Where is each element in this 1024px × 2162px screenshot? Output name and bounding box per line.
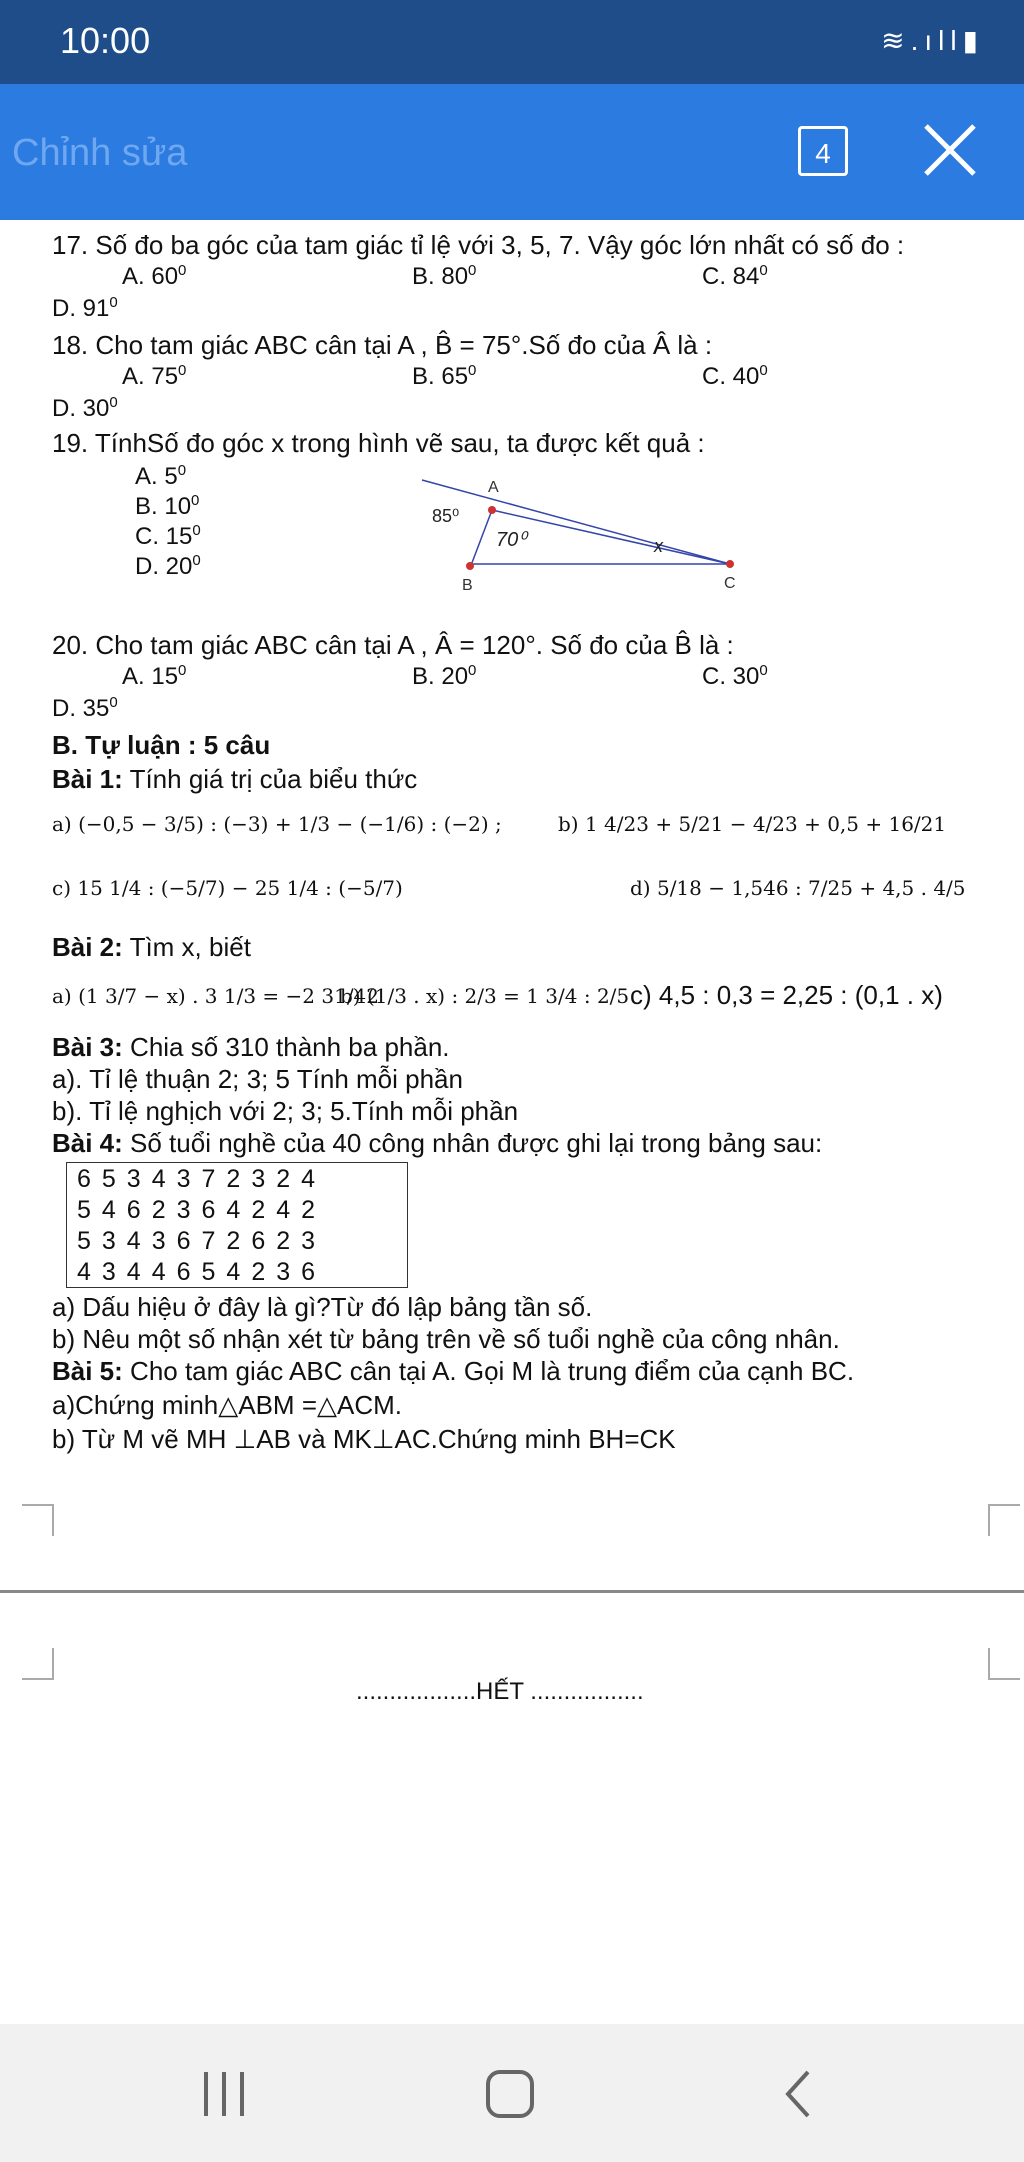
q20-a: A. $15^0$ bbox=[122, 662, 187, 690]
page-corner bbox=[988, 1648, 1020, 1680]
table-row: 5462364242 bbox=[77, 1196, 327, 1224]
q19-a: A. $5^0$ bbox=[135, 462, 187, 490]
triangle-figure bbox=[410, 470, 750, 610]
page-corner bbox=[22, 1648, 54, 1680]
bai1-d: d) 5/18 − 1,546 : 7/25 + 4,5 . 4/5 bbox=[630, 876, 966, 900]
bai1-c: c) 15 1/4 : (−5/7) − 25 1/4 : (−5/7) bbox=[52, 876, 403, 900]
q17-b: B. $80^0$ bbox=[412, 262, 477, 290]
close-icon[interactable] bbox=[920, 120, 980, 180]
page-count-badge[interactable]: 4 bbox=[798, 126, 848, 176]
q20-c: C. $30^0$ bbox=[702, 662, 768, 690]
page-separator bbox=[0, 1590, 1024, 1593]
point-c bbox=[726, 560, 734, 568]
bai3-a: a). Tỉ lệ thuận 2; 3; 5 Tính mỗi phần bbox=[52, 1064, 463, 1094]
battery-icon: ▮ bbox=[962, 25, 984, 56]
bai4-heading: Bài 4: Số tuổi nghề của 40 công nhân được ghi lại trong bảng sau: bbox=[52, 1128, 823, 1158]
home-icon[interactable] bbox=[484, 2068, 538, 2120]
q18-b: B. $65^0$ bbox=[412, 362, 477, 390]
bai3-b: b). Tỉ lệ nghịch với 2; 3; 5.Tính mỗi phần bbox=[52, 1096, 519, 1126]
table-row: 6534372324 bbox=[77, 1165, 327, 1193]
q17-c: C. $84^0$ bbox=[702, 262, 768, 290]
bai1-b: b) 1 4/23 + 5/21 − 4/23 + 0,5 + 16/21 bbox=[558, 812, 947, 836]
recent-apps-icon[interactable] bbox=[200, 2070, 250, 2118]
wifi-icon: ≋ bbox=[881, 25, 911, 56]
end-marker: ..................HẾT ................. bbox=[356, 1678, 644, 1705]
label-a: A bbox=[488, 479, 499, 496]
q19-d: D. $20^0$ bbox=[135, 552, 201, 580]
bai2-a: a) (1 3/7 − x) . 3 1/3 = −2 31/42 bbox=[52, 984, 380, 1008]
bai5-heading: Bài 5: Cho tam giác ABC cân tại A. Gọi M là trung điểm của cạnh BC. bbox=[52, 1356, 855, 1386]
label-b: B bbox=[462, 577, 473, 594]
status-icons bbox=[881, 24, 984, 57]
bai2-c: c) 4,5 : 0,3 = 2,25 : (0,1 . x) bbox=[630, 980, 943, 1010]
edit-title[interactable]: Chỉnh sửa bbox=[12, 132, 188, 174]
bai5-a: a)Chứng minh△ABM =△ACM. bbox=[52, 1390, 402, 1420]
point-b bbox=[466, 562, 474, 570]
page-corner bbox=[988, 1504, 1020, 1536]
bai4-b: b) Nêu một số nhận xét từ bảng trên về số tuổi nghề của công nhân. bbox=[52, 1324, 840, 1354]
angle-70: 70⁰ bbox=[496, 529, 527, 551]
table-row: 4344654236 bbox=[77, 1258, 327, 1286]
q20-b: B. $20^0$ bbox=[412, 662, 477, 690]
q19-text: 19. TínhSố đo góc x trong hình vẽ sau, ta được kết quả : bbox=[52, 428, 705, 458]
label-c: C bbox=[724, 575, 736, 592]
bai5-b: b) Từ M vẽ MH ⊥AB và MK⊥AC.Chứng minh BH=CK bbox=[52, 1424, 676, 1454]
q18-c: C. $40^0$ bbox=[702, 362, 768, 390]
page-corner bbox=[22, 1504, 54, 1536]
angle-85: 85⁰ bbox=[432, 506, 460, 526]
part-b-title: B. Tự luận : 5 câu bbox=[52, 730, 271, 760]
app-bar bbox=[0, 84, 1024, 220]
bai1-heading: Bài 1: Tính giá trị của biểu thức bbox=[52, 764, 418, 794]
bai1-a: a) (−0,5 − 3/5) : (−3) + 1/3 − (−1/6) : (−2) ; bbox=[52, 812, 502, 836]
q19-b: B. $10^0$ bbox=[135, 492, 200, 520]
q17-text: 17. Số đo ba góc của tam giác tỉ lệ với 3, 5, 7. Vậy góc lớn nhất có số đo : bbox=[52, 230, 905, 260]
data-table bbox=[66, 1162, 408, 1288]
q19-c: C. $15^0$ bbox=[135, 522, 201, 550]
q17-d: D. $91^0$ bbox=[52, 294, 118, 322]
q20-text: 20. Cho tam giác ABC cân tại A , Â = 120°. Số đo của B̂ là : bbox=[52, 630, 734, 660]
q18-d: D. $30^0$ bbox=[52, 394, 118, 422]
status-bar bbox=[0, 0, 1024, 84]
q20-d: D. $35^0$ bbox=[52, 694, 118, 722]
table-row: 5343672623 bbox=[77, 1227, 327, 1255]
angle-x: x bbox=[654, 536, 663, 556]
back-icon[interactable] bbox=[780, 2068, 814, 2120]
bai4-a: a) Dấu hiệu ở đây là gì?Từ đó lập bảng tần số. bbox=[52, 1292, 593, 1322]
bai2-b: b) (1/3 . x) : 2/3 = 1 3/4 : 2/5 bbox=[340, 984, 630, 1008]
status-time: 10:00 bbox=[60, 20, 151, 61]
bai3-heading: Bài 3: Chia số 310 thành ba phần. bbox=[52, 1032, 450, 1062]
signal-icon: .ıll bbox=[910, 25, 963, 56]
q18-a: A. $75^0$ bbox=[122, 362, 187, 390]
system-nav-bar bbox=[0, 2024, 1024, 2162]
q18-text: 18. Cho tam giác ABC cân tại A , B̂ = 75°.Số đo của Â là : bbox=[52, 330, 713, 360]
bai2-heading: Bài 2: Tìm x, biết bbox=[52, 932, 251, 962]
q17-a: A. $60^0$ bbox=[122, 262, 187, 290]
point-a bbox=[488, 506, 496, 514]
